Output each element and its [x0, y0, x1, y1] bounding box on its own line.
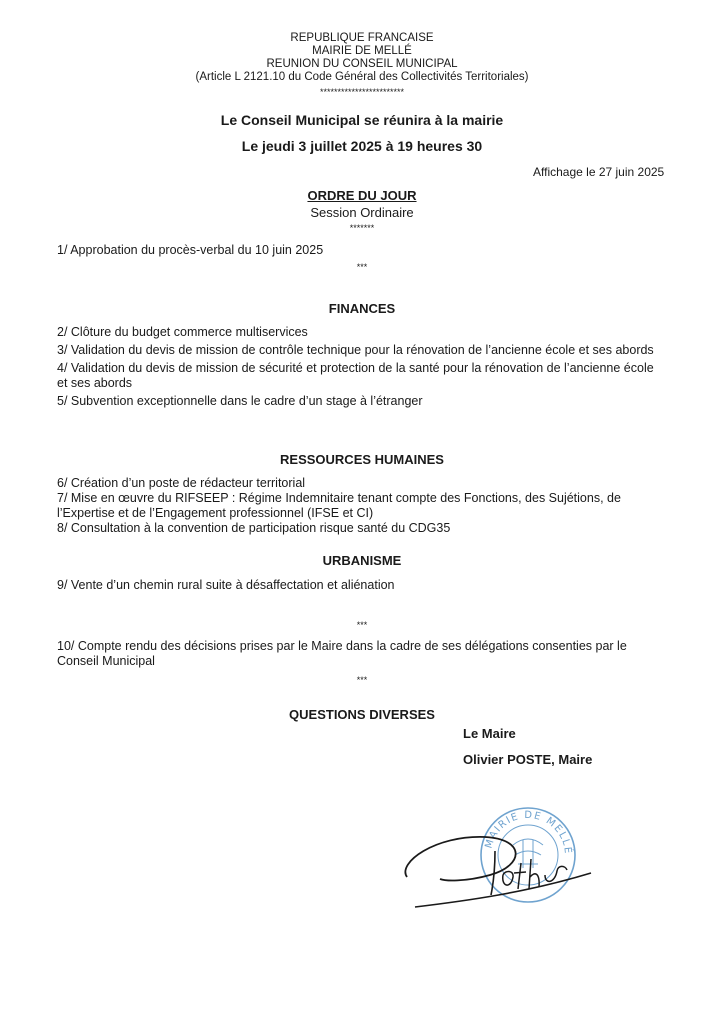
header-republique: REPUBLIQUE FRANCAISE [290, 32, 434, 44]
meeting-title: Le Conseil Municipal se réunira à la mairie [220, 112, 504, 128]
header-reunion: REUNION DU CONSEIL MUNICIPAL [266, 58, 458, 70]
session-type: Session Ordinaire [310, 205, 414, 220]
stamp-text: MAIRIE DE MELLÉ [483, 809, 574, 856]
meeting-date: Le jeudi 3 juillet 2025 à 19 heures 30 [241, 138, 483, 154]
agenda-item-9: 9/ Vente d’un chemin rural suite à désaffectation et aliénation [57, 578, 395, 592]
header-stars: ************************ [319, 87, 405, 97]
rh-list [57, 476, 667, 536]
separator-1: *** [356, 262, 368, 272]
section-finances-title: FINANCES [328, 301, 396, 316]
separator-3: *** [356, 675, 368, 685]
signature-name: Olivier POSTE, Maire [463, 752, 593, 767]
finances-list [57, 325, 667, 409]
section-urbanisme-title: URBANISME [322, 553, 402, 568]
separator-2: *** [356, 620, 368, 630]
agenda-item-1: 1/ Approbation du procès-verbal du 10 juin 2025 [57, 243, 324, 257]
section-rh-title: RESSOURCES HUMAINES [280, 452, 444, 467]
header-article: (Article L 2121.10 du Code Général des Collectivités Territoriales) [195, 71, 529, 83]
agenda-item-5: 5/ Subvention exceptionnelle dans le cadre d’un stage à l’étranger [57, 394, 423, 408]
agenda-item-8: 8/ Consultation à la convention de participation risque santé du CDG35 [57, 521, 451, 535]
agenda-item-3: 3/ Validation du devis de mission de contrôle technique pour la rénovation de l’ancienne école et ses abords [57, 343, 654, 357]
agenda-stars: ******* [349, 223, 375, 233]
header-mairie: MAIRIE DE MELLÉ [312, 45, 412, 57]
agenda-title: ORDRE DU JOUR [307, 188, 417, 203]
agenda-item-2: 2/ Clôture du budget commerce multiservices [57, 325, 308, 339]
agenda-item-10: 10/ Compte rendu des décisions prises par le Maire dans la cadre de ses délégations consenties par le Conseil Municipal [57, 639, 627, 668]
handwritten-signature [395, 815, 595, 925]
agenda-item-7: 7/ Mise en œuvre du RIFSEEP : Régime Indemnitaire tenant compte des Fonctions, des Sujétions, de l’Expertise et de l’Engagement professionnel (IFSE et CI) [57, 491, 621, 520]
agenda-item-6: 6/ Création d’un poste de rédacteur territorial [57, 476, 306, 490]
signature-role: Le Maire [463, 726, 516, 741]
posting-date: Affichage le 27 juin 2025 [533, 165, 665, 179]
agenda-item-4: 4/ Validation du devis de mission de sécurité et protection de la santé pour la rénovation de l’ancienne école et ses abords [57, 361, 654, 390]
questions-diverses: QUESTIONS DIVERSES [289, 707, 435, 722]
